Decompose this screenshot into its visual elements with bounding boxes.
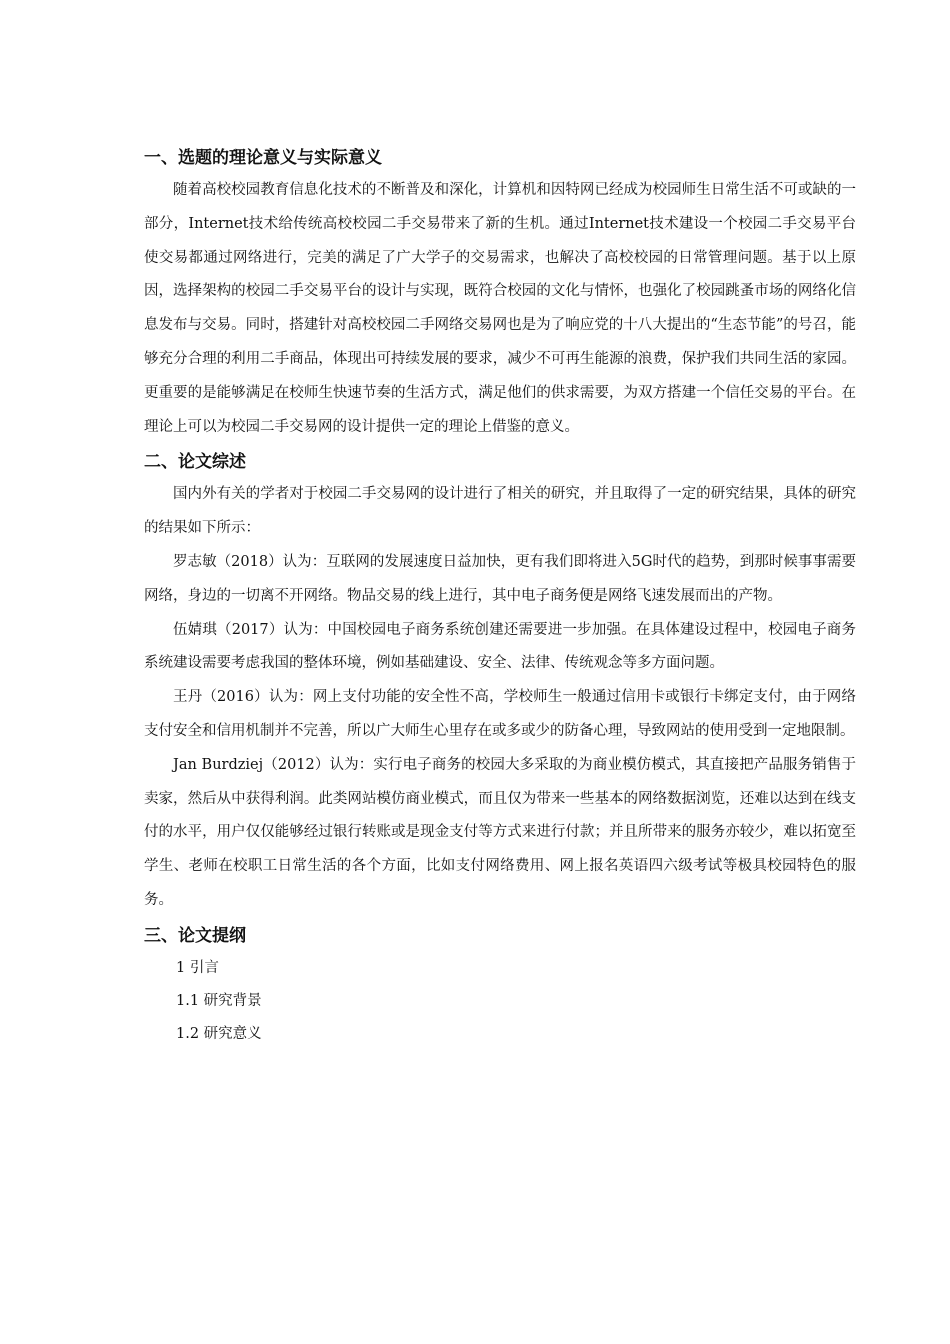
paragraph-review-wang: 王丹（2016）认为：网上支付功能的安全性不高，学校师生一般通过信用卡或银行卡绑定支付，由于网络支付安全和信用机制并不完善，所以广大师生心里存在或多或少的防备心理，导致网站的使用受到一定地限制。: [144, 689, 856, 739]
outline-item: 1.1 研究背景: [176, 992, 262, 1009]
outline-list: [144, 952, 856, 1051]
paragraph-significance: 随着高校校园教育信息化技术的不断普及和深化，计算机和因特网已经成为校园师生日常生活不可或缺的一部分，Internet技术给传统高校校园二手交易带来了新的生机。通过Internet技术建设一个校园二手交易平台使交易都通过网络进行，完美的满足了广大学子的交易需求，也解决了高校校园的日常管理问题。基于以上原因，选择架构的校园二手交易平台的设计与实现，既符合校园的文化与情怀，也强化了校园跳蚤市场的网络化信息发布与交易。同时，搭建针对高校校园二手网络交易网也是为了响应党的十八大提出的“生态节能”的号召，能够充分合理的利用二手商品，体现出可持续发展的要求，减少不可再生能源的浪费，保护我们共同生活的家园。更重要的是能够满足在校师生快速节奏的生活方式，满足他们的供求需要，为双方搭建一个信任交易的平台。在理论上可以为校园二手交易网的设计提供一定的理论上借鉴的意义。: [144, 182, 856, 435]
paragraph-review-luo: 罗志敏（2018）认为：互联网的发展速度日益加快，更有我们即将进入5G时代的趋势，到那时候事事需要网络，身边的一切离不开网络。物品交易的线上进行，其中电子商务便是网络飞速发展而出的产物。: [144, 553, 856, 604]
section-heading-significance: 一、选题的理论意义与实际意义: [144, 148, 382, 168]
section-heading-outline: 三、论文提纲: [144, 925, 246, 946]
outline-item: 1 引言: [176, 959, 219, 976]
outline-item: 1.2 研究意义: [176, 1025, 262, 1042]
paragraph-review-burdziej: Jan Burdziej（2012）认为：实行电子商务的校园大多采取的为商业模仿模式，其直接把产品服务销售于卖家，然后从中获得利润。此类网站模仿商业模式，而且仅为带来一些基本的网络数据浏览，还难以达到在线支付的水平，用户仅仅能够经过银行转账或是现金支付等方式来进行付款；并且所带来的服务亦较少，难以拓宽至学生、老师在校职工日常生活的各个方面，比如支付网络费用、网上报名英语四六级考试等极具校园特色的服务。: [144, 756, 856, 908]
paragraph-review-wu: 伍婧琪（2017）认为：中国校园电子商务系统创建还需要进一步加强。在具体建设过程中，校园电子商务系统建设需要考虑我国的整体环境，例如基础建设、安全、法律、传统观念等多方面问题。: [144, 621, 856, 672]
paragraph-review-intro: 国内外有关的学者对于校园二手交易网的设计进行了相关的研究，并且取得了一定的研究结果，具体的研究的结果如下所示：: [144, 486, 856, 537]
document-body: [144, 146, 856, 1051]
section-heading-review: 二、论文综述: [144, 452, 246, 473]
